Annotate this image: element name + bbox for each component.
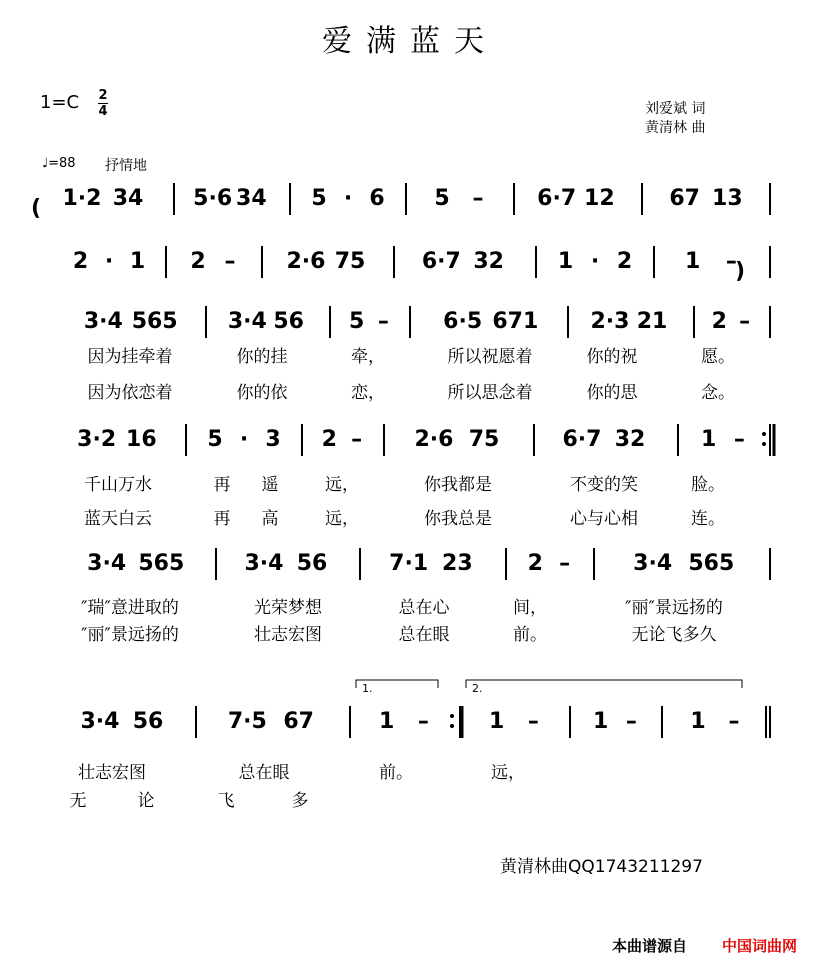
note-group: – (739, 309, 751, 334)
note-group: 13 (712, 186, 743, 211)
note-group: 1 (557, 249, 574, 274)
volta-label: 2. (472, 682, 483, 695)
lyric-text: 遥 (261, 475, 279, 495)
intro-close-paren: ) (734, 259, 746, 284)
note-group: 1 (701, 427, 717, 452)
note-group: 5 (434, 186, 450, 211)
lyric-text: 牵， (351, 347, 385, 367)
lyric-text: 心与心相 (570, 509, 638, 529)
note-group: 7·1 (389, 551, 429, 576)
lyric-text: 多 (291, 791, 309, 811)
note-group: 34 (236, 186, 267, 211)
lyric-text: 间， (513, 598, 547, 618)
note-group: 2 (72, 249, 89, 274)
expression-mark: 抒情地 (105, 158, 147, 174)
note-group: 6·5 (443, 309, 483, 334)
source-label: 本曲谱源自 (612, 937, 688, 955)
note-group: 565 (131, 309, 178, 334)
lyric-text: 前。 (513, 625, 547, 645)
note-group: 32 (614, 427, 646, 452)
note-group: – (527, 709, 539, 734)
lyric-text: 无 (69, 791, 87, 811)
lyric-text: 飞 (217, 791, 235, 811)
lyric-text: 恋， (351, 383, 385, 403)
note-group: 56 (273, 309, 304, 334)
lyric-text: 所以思念着 (447, 383, 533, 403)
note-group: · (104, 249, 114, 274)
lyric-text: 论 (137, 791, 155, 811)
note-group: 12 (584, 186, 615, 211)
note-group: 34 (112, 186, 144, 211)
lyric-text: 光荣梦想 (254, 598, 322, 618)
repeat-dot (450, 714, 454, 718)
note-group: 6·7 (537, 186, 577, 211)
note-group: 3·2 (77, 427, 117, 452)
note-group: 2 (711, 309, 727, 334)
lyric-text: 壮志宏图 (78, 763, 146, 783)
note-group: 75 (468, 427, 500, 452)
repeat-dot (762, 432, 766, 436)
note-group: 565 (138, 551, 185, 576)
note-group: 3·4 (80, 709, 120, 734)
note-group: 32 (473, 249, 504, 274)
note-group: 5·6 (193, 186, 233, 211)
lyric-text: ″丽″景远扬的 (81, 625, 179, 645)
lyric-text: 再 (213, 509, 231, 529)
note-group: – (351, 427, 363, 452)
note-group: 1 (593, 709, 609, 734)
note-group: – (728, 709, 740, 734)
note-group: – (224, 249, 236, 274)
note-group: 56 (296, 551, 328, 576)
note-group: 1 (379, 709, 395, 734)
lyric-text: 因为挂牵着 (87, 347, 173, 367)
lyric-text: 念。 (701, 383, 735, 403)
lyric-text: 你我总是 (424, 509, 492, 529)
note-group: 2 (321, 427, 337, 452)
note-group: 16 (126, 427, 157, 452)
volta-label: 1. (362, 682, 373, 695)
footer-composer: 黄清林曲QQ1743211297 (500, 857, 703, 877)
note-group: · (343, 186, 353, 211)
note-group: 75 (334, 249, 366, 274)
note-group: – (417, 709, 429, 734)
note-group: 1 (129, 249, 146, 274)
lyric-text: 因为依恋着 (87, 383, 173, 403)
note-group: 67 (283, 709, 314, 734)
note-group: 3 (265, 427, 281, 452)
lyric-text: 远， (325, 475, 359, 495)
lyric-text: 再 (213, 475, 231, 495)
intro-open-paren: ( (30, 196, 42, 221)
lyric-text: ″瑞″意进取的 (81, 598, 179, 618)
note-group: – (733, 427, 745, 452)
lyric-text: 你的思 (586, 383, 638, 403)
note-group: 56 (132, 709, 164, 734)
note-group: – (377, 309, 389, 334)
note-group: 1 (690, 709, 706, 734)
lyric-text: 愿。 (701, 347, 735, 367)
key-signature: 1=C (40, 92, 80, 113)
note-group: 2·6 (286, 249, 326, 274)
repeat-dot (762, 442, 766, 446)
composer-credit: 黄清林 曲 (645, 120, 706, 136)
note-group: 3·4 (633, 551, 673, 576)
note-group: 3·4 (83, 309, 123, 334)
lyric-text: 高 (261, 509, 279, 529)
lyric-text: 总在心 (398, 598, 450, 618)
lyric-text: 远， (325, 509, 359, 529)
note-group: 7·5 (227, 709, 267, 734)
source-site: 中国词曲网 (722, 937, 798, 955)
note-group: 6 (369, 186, 385, 211)
note-group: 5 (207, 427, 223, 452)
song-title: 爱满蓝天 (322, 24, 498, 59)
lyric-text: 你的挂 (236, 347, 288, 367)
lyric-text: 前。 (379, 763, 413, 783)
note-group: 3·4 (87, 551, 127, 576)
lyric-text: 总在眼 (238, 763, 290, 783)
note-group: – (725, 249, 737, 274)
note-group: · (590, 249, 600, 274)
note-group: – (472, 186, 484, 211)
note-group: 6·7 (562, 427, 602, 452)
note-group: 2 (616, 249, 633, 274)
time-signature: 2 4 (98, 88, 108, 119)
note-group: 671 (492, 309, 539, 334)
tempo-mark: ♩=88 (42, 156, 76, 171)
volta-bracket (466, 680, 742, 688)
note-group: 1·2 (62, 186, 102, 211)
note-group: 3·4 (244, 551, 284, 576)
lyric-text: 远， (491, 763, 525, 783)
lyric-text: 脸。 (691, 475, 725, 495)
lyric-text: 千山万水 (84, 475, 152, 495)
lyric-text: 总在眼 (398, 625, 450, 645)
note-group: 3·4 (227, 309, 267, 334)
lyric-text: 不变的笑 (570, 475, 638, 495)
lyric-text: 你的依 (236, 383, 288, 403)
note-group: 1 (685, 249, 701, 274)
note-group: 67 (669, 186, 700, 211)
note-group: – (625, 709, 637, 734)
lyricist-credit: 刘爱斌 词 (645, 101, 706, 117)
note-group: – (559, 551, 571, 576)
note-group: 5 (311, 186, 327, 211)
note-group: 6·7 (421, 249, 461, 274)
lyric-text: ″丽″景远扬的 (625, 598, 723, 618)
note-group: · (239, 427, 249, 452)
repeat-dot (450, 724, 454, 728)
lyric-text: 连。 (691, 509, 725, 529)
note-group: 23 (442, 551, 473, 576)
note-group: 1 (489, 709, 505, 734)
note-group: 5 (349, 309, 365, 334)
note-group: 2 (527, 551, 543, 576)
lyric-text: 你我都是 (424, 475, 492, 495)
lyric-text: 壮志宏图 (254, 625, 322, 645)
lyric-text: 你的祝 (586, 347, 638, 367)
note-group: 2·3 (590, 309, 630, 334)
lyric-text: 所以祝愿着 (447, 347, 533, 367)
lyric-text: 蓝天白云 (84, 509, 152, 529)
note-group: 2·6 (414, 427, 454, 452)
note-group: 21 (636, 309, 668, 334)
lyric-text: 无论飞多久 (631, 625, 717, 645)
note-group: 565 (688, 551, 735, 576)
note-group: 2 (190, 249, 206, 274)
